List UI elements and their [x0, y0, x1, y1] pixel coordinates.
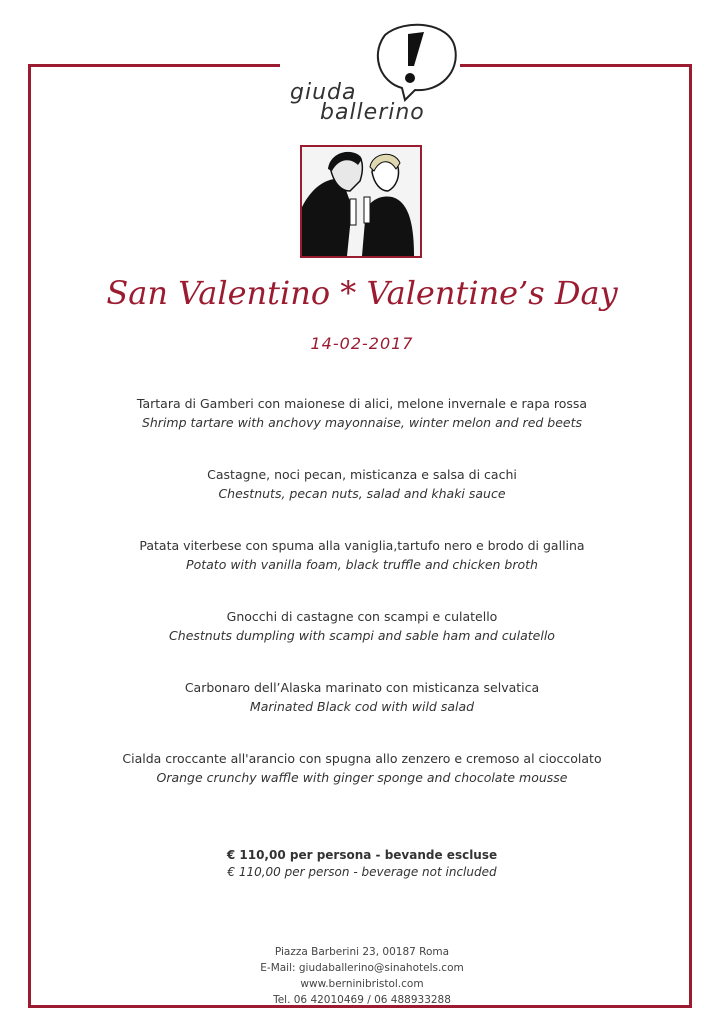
dish-english: Shrimp tartare with anchovy mayonnaise, winter melon and red beets [141, 415, 583, 430]
menu-item [40, 678, 684, 749]
dish-english: Orange crunchy waffle with ginger sponge and chocolate mousse [156, 770, 568, 785]
price-italian: € 110,00 per persona - bevande escluse [226, 848, 498, 862]
dish-italian: Carbonaro dell’Alaska marinato con misticanza selvatica [184, 680, 540, 695]
menu-item [40, 465, 684, 536]
dish-italian: Tartara di Gamberi con maionese di alici, melone invernale e rapa rossa [136, 396, 588, 411]
dish-italian: Castagne, noci pecan, misticanza e salsa di cachi [207, 467, 517, 482]
couple-illustration [300, 145, 422, 258]
menu-list [40, 394, 684, 820]
menu-item [40, 607, 684, 678]
couple-toast-icon [302, 147, 420, 256]
event-date: 14-02-2017 [310, 334, 414, 353]
menu-item [40, 749, 684, 820]
page-title: San Valentino * Valentine’s Day [106, 274, 618, 312]
restaurant-logo [290, 20, 460, 130]
dish-english: Potato with vanilla foam, black truffle and chicken broth [186, 557, 538, 572]
dish-english: Chestnuts dumpling with scampi and sable ham and culatello [169, 628, 555, 643]
contact-footer [40, 944, 684, 1008]
logo-text-ballerino: ballerino [320, 100, 425, 125]
footer-email[interactable]: E-Mail: giudaballerino@sinahotels.com [260, 962, 464, 974]
menu-item [40, 536, 684, 607]
footer-phone: Tel. 06 42010469 / 06 488933288 [273, 994, 451, 1006]
logo-text-giuda: giuda [290, 80, 357, 105]
dish-italian: Patata viterbese con spuma alla vaniglia,tartufo nero e brodo di gallina [139, 538, 585, 553]
price-english: € 110,00 per person - beverage not included [227, 865, 497, 879]
dish-italian: Gnocchi di castagne con scampi e culatello [226, 609, 498, 624]
price-block [40, 847, 684, 881]
footer-address: Piazza Barberini 23, 00187 Roma [274, 946, 450, 958]
dish-english: Chestnuts, pecan nuts, salad and khaki sauce [218, 486, 506, 501]
dish-english: Marinated Black cod with wild salad [249, 699, 475, 714]
menu-item [40, 394, 684, 465]
footer-website[interactable]: www.berninibristol.com [300, 978, 424, 990]
dish-italian: Cialda croccante all'arancio con spugna allo zenzero e cremoso al cioccolato [122, 751, 602, 766]
